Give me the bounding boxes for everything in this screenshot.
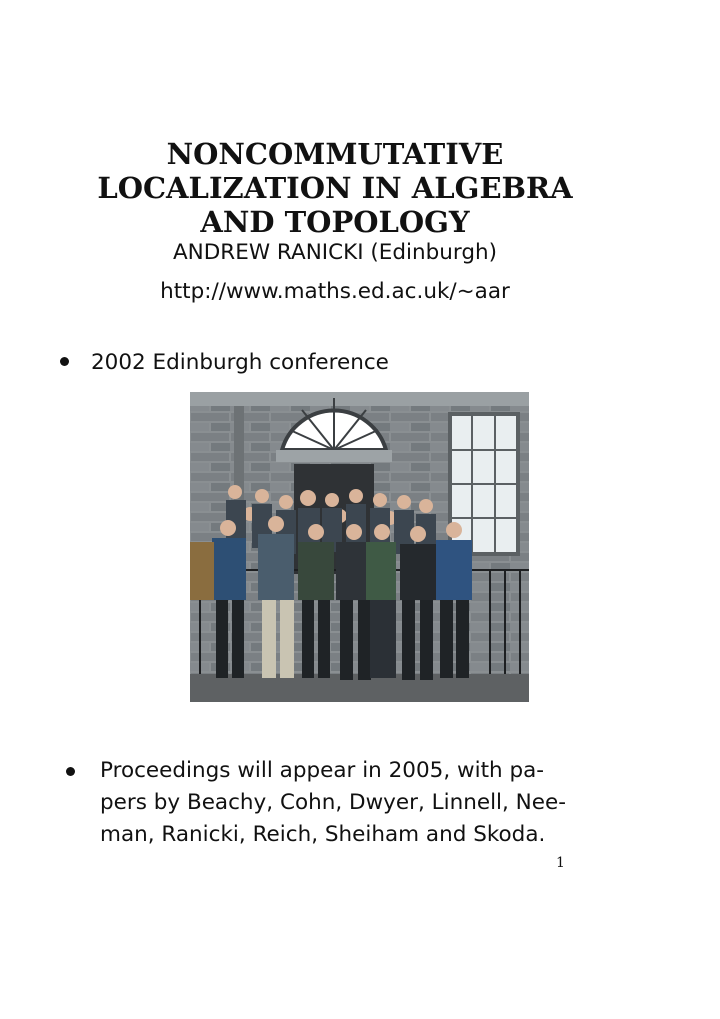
bullet-item-proceedings bbox=[60, 755, 620, 851]
page-number: 1 bbox=[556, 855, 565, 871]
bullet-item-conference bbox=[60, 350, 389, 375]
bullet-line-1: Proceedings will appear in 2005, with pa- bbox=[100, 758, 545, 783]
title-line-3: AND TOPOLOGY bbox=[200, 205, 470, 239]
bullet-icon bbox=[60, 357, 69, 366]
bullet-icon bbox=[66, 767, 75, 776]
slide-title bbox=[60, 137, 610, 239]
conference-photo bbox=[190, 392, 529, 702]
author-url: http://www.maths.ed.ac.uk/~aar bbox=[160, 279, 510, 304]
bullet-text: 2002 Edinburgh conference bbox=[91, 350, 389, 375]
title-line-2: LOCALIZATION IN ALGEBRA bbox=[97, 171, 573, 205]
author-line: ANDREW RANICKI (Edinburgh) bbox=[172, 240, 498, 265]
bullet-line-2: pers by Beachy, Cohn, Dwyer, Linnell, Nee- bbox=[100, 790, 566, 815]
title-line-1: NONCOMMUTATIVE bbox=[166, 137, 504, 171]
bullet-line-3: man, Ranicki, Reich, Sheiham and Skoda. bbox=[100, 822, 546, 847]
